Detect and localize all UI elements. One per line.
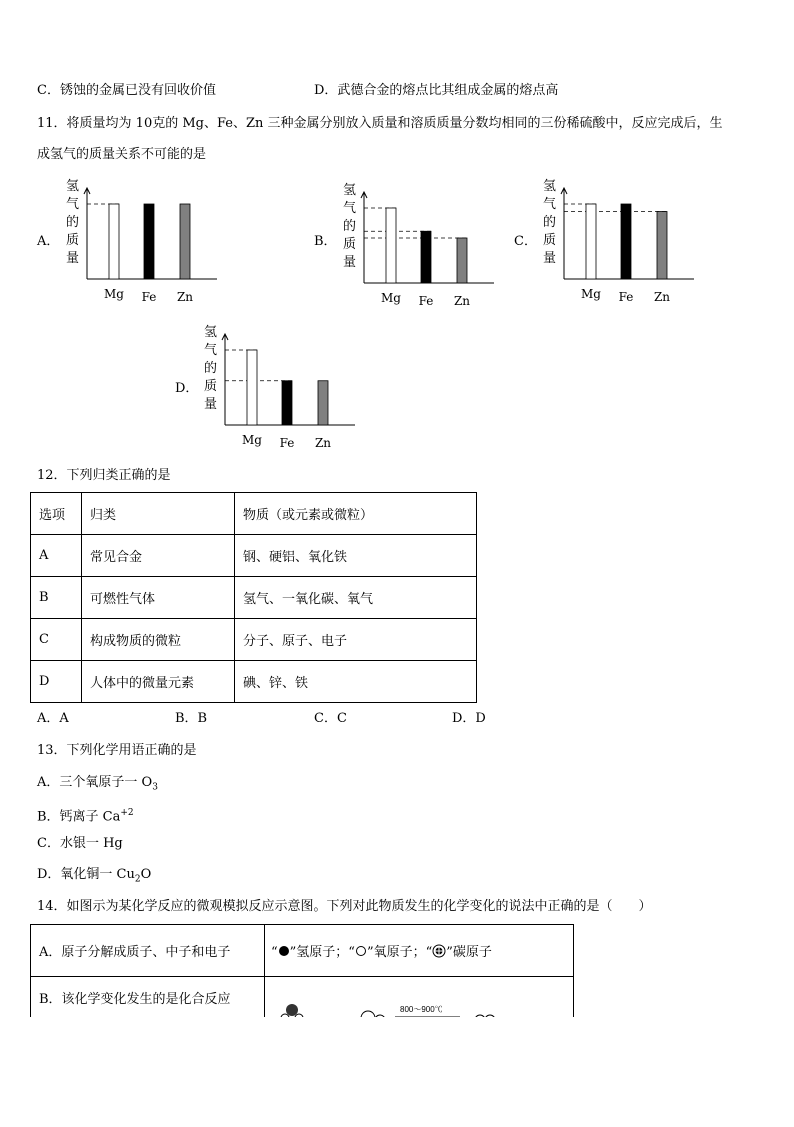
y-axis-label-char: 量	[343, 255, 357, 270]
table-cell: 碘、锌、铁	[235, 661, 477, 703]
carbon-atom-icon	[432, 944, 446, 958]
table-cell: 构成物质的微粒	[82, 619, 235, 661]
y-axis-label-char: 气	[543, 197, 557, 212]
x-tick-label: Zn	[176, 290, 194, 304]
x-tick-label: Mg	[381, 291, 401, 305]
y-axis-label-char: 气	[66, 197, 80, 212]
x-tick-label: Mg	[581, 287, 601, 301]
q14-reaction-diagram	[265, 977, 574, 1018]
hydrogen-atom-icon	[278, 945, 290, 957]
page-bottom-blank	[30, 1017, 574, 1127]
q13-option-b-text: B．钙离子 Ca	[37, 809, 121, 825]
y-axis-label-char: 质	[66, 233, 80, 248]
y-axis-label-char: 的	[204, 361, 218, 376]
q11-chart-c-svg	[537, 176, 707, 306]
q11-option-c-letter: C．	[514, 234, 537, 249]
bar-zn	[318, 381, 328, 425]
q14-legend-oxygen: ”氧原子；“	[366, 945, 433, 960]
x-tick-label: Fe	[418, 294, 434, 308]
bar-mg	[109, 204, 119, 279]
oxygen-atom-icon	[355, 945, 367, 957]
table-cell: D	[31, 661, 82, 703]
table-cell: B	[31, 577, 82, 619]
q12-answer-c: C．C	[314, 711, 347, 726]
bar-mg	[247, 350, 257, 425]
y-axis-label-char: 的	[66, 215, 80, 230]
bar-mg	[586, 204, 596, 279]
table-row	[31, 535, 477, 577]
q14-table	[30, 924, 574, 1018]
q13-option-a	[37, 774, 158, 797]
q12-answer-a: A．A	[37, 711, 69, 726]
q11-chart-a-svg	[60, 176, 230, 306]
table-header-row	[31, 493, 477, 535]
y-axis-label-char: 气	[204, 343, 218, 358]
q13-option-a-sub: 3	[152, 782, 158, 793]
table-row	[31, 577, 477, 619]
x-tick-label: Fe	[618, 290, 634, 304]
reaction-diagram-svg	[265, 977, 573, 1018]
bar-fe	[421, 231, 431, 283]
table-row	[31, 661, 477, 703]
q12-table	[30, 492, 477, 703]
reactant-molecule-icon	[286, 1004, 298, 1016]
q13-option-d-sub: 2	[134, 874, 141, 885]
q13-option-a-text: A．三个氧原子一 O	[37, 775, 153, 790]
table-cell: A	[31, 535, 82, 577]
q11-option-a-letter: A．	[37, 234, 60, 249]
y-axis-label-char: 氢	[204, 325, 218, 340]
header-cell-substance: 物质（或元素或微粒）	[235, 493, 477, 535]
q11-chart-b	[337, 180, 507, 314]
x-tick-label: Fe	[279, 436, 295, 450]
q13-option-d-text: D．氧化铜一 Cu	[37, 867, 135, 882]
q13-option-d	[37, 866, 151, 889]
y-axis-label-char: 气	[343, 201, 357, 216]
y-axis-label-char: 的	[343, 219, 357, 234]
q11-chart-d-svg	[198, 322, 368, 452]
bar-zn	[180, 204, 190, 279]
bar-mg	[386, 208, 396, 283]
table-cell: 分子、原子、电子	[235, 619, 477, 661]
q13-option-b	[37, 804, 134, 826]
q14-legend-hydrogen: ”氢原子；“	[289, 945, 355, 960]
q10-option-d: D．武德合金的熔点比其组成金属的熔点高	[314, 83, 559, 98]
y-axis-label-char: 质	[543, 233, 557, 248]
q13-stem: 13．下列化学用语正确的是	[37, 743, 197, 758]
q11-chart-b-svg	[337, 180, 507, 310]
q14-legend-quote: “	[271, 945, 278, 960]
y-axis-label-char: 量	[204, 397, 218, 412]
y-axis-label-char: 氢	[543, 179, 557, 194]
q14-legend-carbon: ”碳原子	[446, 945, 492, 960]
x-tick-label: Zn	[314, 436, 332, 450]
table-cell: 钢、硬铝、氧化铁	[235, 535, 477, 577]
x-tick-label: Zn	[453, 294, 471, 308]
y-axis-label-char: 质	[343, 237, 357, 252]
table-row	[31, 925, 574, 977]
q11-option-d-letter: D．	[175, 381, 199, 396]
y-axis-label-char: 氢	[66, 179, 80, 194]
q11-chart-c	[537, 176, 707, 310]
q11-chart-a	[60, 176, 230, 310]
x-tick-label: Fe	[141, 290, 157, 304]
q11-option-b-letter: B．	[314, 234, 337, 249]
y-axis-label-char: 氢	[343, 183, 357, 198]
q13-option-c: C．水银一 Hg	[37, 836, 123, 851]
x-tick-label: Mg	[242, 433, 262, 447]
table-cell: 人体中的微量元素	[82, 661, 235, 703]
y-axis-label-char: 的	[543, 215, 557, 230]
q14-row-b: B．该化学变化发生的是化合反应	[31, 977, 265, 1018]
q14-legend	[265, 925, 574, 977]
header-cell-option: 选项	[31, 493, 82, 535]
q12-answer-b: B．B	[175, 711, 208, 726]
table-cell: C	[31, 619, 82, 661]
q11-chart-d	[198, 322, 368, 456]
y-axis-label-char: 量	[543, 251, 557, 266]
table-row	[31, 977, 574, 1018]
x-tick-label: Mg	[104, 287, 124, 301]
q12-answer-d: D．D	[452, 711, 486, 726]
table-row	[31, 619, 477, 661]
x-tick-label: Zn	[653, 290, 671, 304]
bar-fe	[282, 381, 292, 425]
q12-stem: 12．下列归类正确的是	[37, 468, 171, 483]
q11-stem-line1: 11．将质量均为 10克的 Mg、Fe、Zn 三种金属分别放入质量和溶质质量分数均相同的三份稀硫酸中，反应完成后，生	[37, 116, 723, 131]
bar-zn	[657, 212, 667, 280]
q10-option-c: C．锈蚀的金属已没有回收价值	[37, 83, 216, 98]
bar-fe	[621, 204, 631, 279]
q13-option-b-sup: +2	[120, 808, 134, 818]
q14-stem: 14．如图示为某化学反应的微观模拟反应示意图。下列对此物质发生的化学变化的说法中正确的是（ ）	[37, 899, 652, 914]
header-cell-category: 归类	[82, 493, 235, 535]
q13-option-d-tail: O	[140, 867, 152, 882]
q11-stem-line2: 成氢气的质量关系不可能的是	[37, 147, 207, 162]
q14-row-a: A．原子分解成质子、中子和电子	[31, 925, 265, 977]
table-cell: 常见合金	[82, 535, 235, 577]
bar-zn	[457, 238, 467, 283]
table-cell: 可燃性气体	[82, 577, 235, 619]
reaction-condition: 800～900℃	[400, 1005, 443, 1014]
table-cell: 氢气、一氧化碳、氧气	[235, 577, 477, 619]
y-axis-label-char: 量	[66, 251, 80, 266]
y-axis-label-char: 质	[204, 379, 218, 394]
bar-fe	[144, 204, 154, 279]
